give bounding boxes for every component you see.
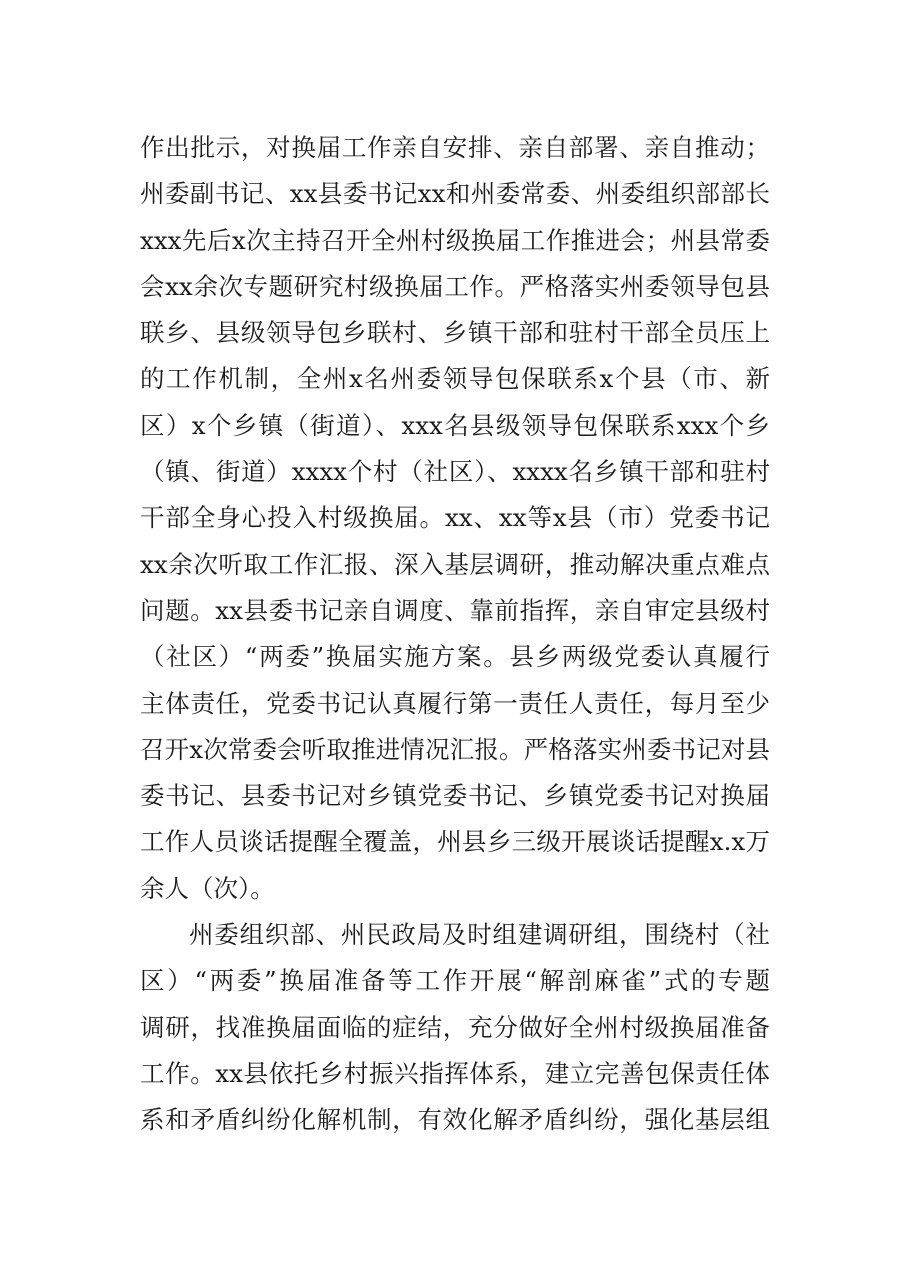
text-line: 委书记、县委书记对乡镇党委书记、乡镇党委书记对换届 <box>140 781 770 811</box>
text-line: 工作。xx县依托乡村振兴指挥体系，建立完善包保责任体 <box>140 1058 770 1088</box>
body-text <box>140 125 770 1144</box>
text-line: 问题。xx县委书记亲自调度、靠前指挥，亲自审定县级村 <box>140 595 770 625</box>
text-line: 调研，找准换届面临的症结，充分做好全州村级换届准备 <box>140 1012 770 1042</box>
text-line: 会xx余次专题研究村级换届工作。严格落实州委领导包县 <box>140 271 770 301</box>
text-line: 召开x次常委会听取推进情况汇报。严格落实州委书记对县 <box>140 734 770 764</box>
text-line: 干部全身心投入村级换届。xx、xx等x县（市）党委书记 <box>140 503 770 533</box>
text-line: （社区）“两委”换届实施方案。县乡两级党委认真履行 <box>140 642 770 672</box>
text-line: xx余次听取工作汇报、深入基层调研，推动解决重点难点 <box>140 549 770 579</box>
text-line: 区）“两委”换届准备等工作开展“解剖麻雀”式的专题 <box>140 966 770 996</box>
text-line: 州委副书记、xx县委书记xx和州委常委、州委组织部部长 <box>140 179 770 209</box>
text-line: 的工作机制，全州x名州委领导包保联系x个县（市、新 <box>140 364 770 394</box>
paragraph-1 <box>140 125 770 912</box>
text-line: 作出批示，对换届工作亲自安排、亲自部署、亲自推动； <box>140 133 770 162</box>
text-line: 州委组织部、州民政局及时组建调研组，围绕村（社 <box>189 920 770 950</box>
text-line: xxx先后x次主持召开全州村级换届工作推进会；州县常委 <box>140 225 770 255</box>
text-line: 工作人员谈话提醒全覆盖，州县乡三级开展谈话提醒x.x万 <box>140 827 770 857</box>
text-line: 系和矛盾纠纷化解机制，有效化解矛盾纠纷，强化基层组 <box>140 1105 770 1135</box>
text-line: 联乡、县级领导包乡联村、乡镇干部和驻村干部全员压上 <box>140 318 770 348</box>
text-line: 主体责任，党委书记认真履行第一责任人责任，每月至少 <box>140 688 770 718</box>
text-line: 区）x个乡镇（街道）、xxx名县级领导包保联系xxx个乡 <box>140 410 770 440</box>
paragraph-2 <box>140 912 770 1143</box>
text-line: 余人（次）。 <box>140 873 275 903</box>
text-line: （镇、街道）xxxx个村（社区）、xxxx名乡镇干部和驻村 <box>140 457 770 487</box>
